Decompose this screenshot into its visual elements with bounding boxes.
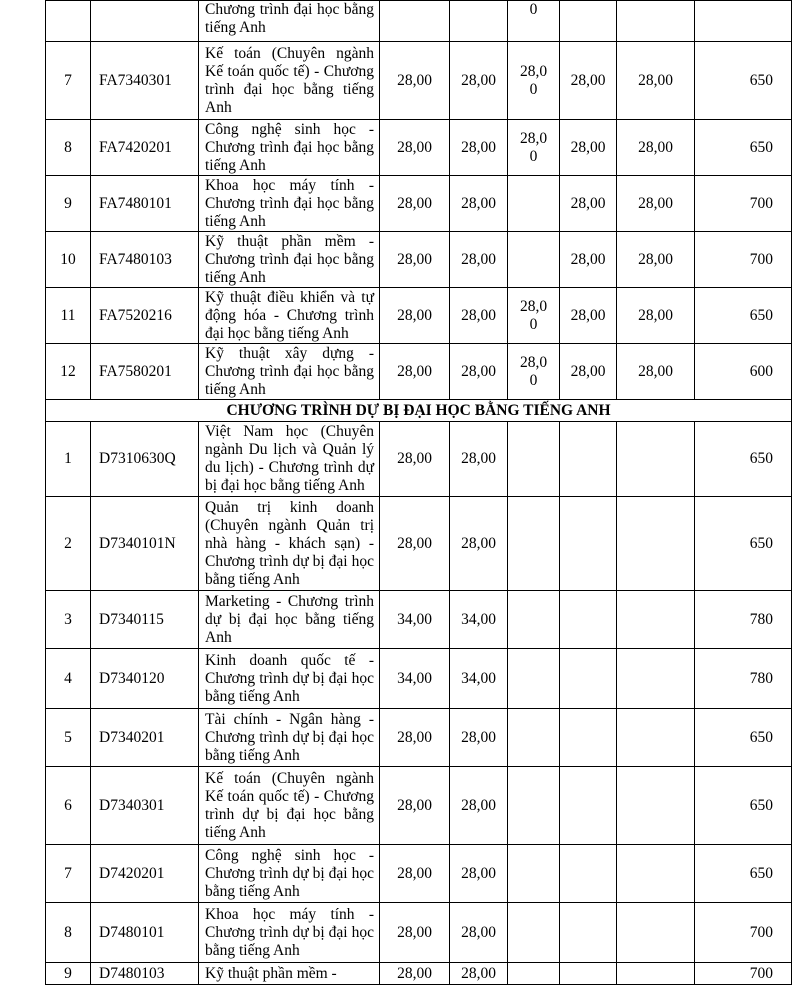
score-4	[560, 845, 617, 903]
score-6: 650	[695, 767, 792, 845]
table-row	[46, 120, 792, 176]
score-4	[560, 497, 617, 591]
row-number: 8	[46, 903, 91, 963]
score-3-line: 28,0	[519, 353, 548, 371]
table-body-preparatory-programs	[46, 422, 792, 985]
score-4: 28,00	[560, 288, 617, 344]
row-number: 7	[46, 42, 91, 120]
score-3	[508, 344, 560, 400]
score-6: 650	[695, 497, 792, 591]
program-name: Khoa học máy tính - Chương trình đại học bằng tiếng Anh	[199, 176, 380, 232]
score-4	[560, 1, 617, 42]
score-3	[508, 497, 560, 591]
score-4	[560, 963, 617, 985]
row-number: 3	[46, 591, 91, 649]
table-row	[46, 649, 792, 709]
score-1: 28,00	[380, 232, 450, 288]
score-3-line: 0	[529, 80, 538, 98]
score-3	[508, 232, 560, 288]
score-6: 700	[695, 176, 792, 232]
score-4	[560, 709, 617, 767]
score-2: 28,00	[450, 767, 508, 845]
score-1: 28,00	[380, 422, 450, 497]
score-6: 650	[695, 845, 792, 903]
admission-score-table	[45, 0, 792, 985]
score-6: 650	[695, 422, 792, 497]
score-5	[617, 767, 695, 845]
program-code: FA7480103	[91, 232, 199, 288]
score-1: 28,00	[380, 845, 450, 903]
score-3	[508, 709, 560, 767]
score-3-line: 0	[529, 147, 538, 165]
score-6: 650	[695, 709, 792, 767]
section-header-row	[46, 400, 792, 422]
row-number: 7	[46, 845, 91, 903]
score-1: 34,00	[380, 649, 450, 709]
score-3	[508, 903, 560, 963]
score-3	[508, 176, 560, 232]
score-3-line: 28,0	[519, 129, 548, 147]
program-code	[91, 1, 199, 42]
score-6: 780	[695, 591, 792, 649]
score-3-line: 28,0	[519, 297, 548, 315]
table-row	[46, 497, 792, 591]
score-6: 650	[695, 288, 792, 344]
table-row	[46, 963, 792, 985]
score-6	[695, 1, 792, 42]
program-name: Khoa học máy tính - Chương trình dự bị đại học bằng tiếng Anh	[199, 903, 380, 963]
score-4	[560, 649, 617, 709]
table-row	[46, 1, 792, 42]
score-6: 650	[695, 42, 792, 120]
row-number: 1	[46, 422, 91, 497]
score-4: 28,00	[560, 232, 617, 288]
score-5	[617, 903, 695, 963]
program-name: Kế toán (Chuyên ngành Kế toán quốc tế) - Chương trình dự bị đại học bằng tiếng Anh	[199, 767, 380, 845]
score-4: 28,00	[560, 344, 617, 400]
score-5	[617, 422, 695, 497]
score-4: 28,00	[560, 42, 617, 120]
score-4	[560, 422, 617, 497]
table-row	[46, 422, 792, 497]
program-name: Kỹ thuật phần mềm - Chương trình đại học bằng tiếng Anh	[199, 232, 380, 288]
score-6: 780	[695, 649, 792, 709]
score-2: 28,00	[450, 120, 508, 176]
score-5	[617, 709, 695, 767]
score-5	[617, 1, 695, 42]
row-number: 10	[46, 232, 91, 288]
score-1: 28,00	[380, 767, 450, 845]
table-row	[46, 709, 792, 767]
row-number: 9	[46, 176, 91, 232]
row-number: 12	[46, 344, 91, 400]
score-2: 28,00	[450, 903, 508, 963]
score-5	[617, 963, 695, 985]
score-4	[560, 591, 617, 649]
score-1	[380, 1, 450, 42]
score-1: 28,00	[380, 709, 450, 767]
score-5	[617, 845, 695, 903]
table-row	[46, 42, 792, 120]
row-number: 4	[46, 649, 91, 709]
program-name: Kỹ thuật xây dựng - Chương trình đại học bằng tiếng Anh	[199, 344, 380, 400]
row-number: 2	[46, 497, 91, 591]
score-3-line: 28,0	[519, 62, 548, 80]
score-3-line: 0	[529, 315, 538, 333]
score-3	[508, 845, 560, 903]
score-3	[508, 120, 560, 176]
table-row	[46, 176, 792, 232]
program-code: D7340120	[91, 649, 199, 709]
score-2: 28,00	[450, 232, 508, 288]
program-code: D7480101	[91, 903, 199, 963]
score-1: 28,00	[380, 903, 450, 963]
program-code: D7340301	[91, 767, 199, 845]
score-1: 28,00	[380, 497, 450, 591]
score-2: 28,00	[450, 176, 508, 232]
score-1: 28,00	[380, 344, 450, 400]
score-3	[508, 288, 560, 344]
score-3	[508, 767, 560, 845]
score-2: 34,00	[450, 649, 508, 709]
score-1: 28,00	[380, 176, 450, 232]
program-name: Chương trình đại học bằng tiếng Anh	[199, 1, 380, 42]
score-5: 28,00	[617, 42, 695, 120]
score-5: 28,00	[617, 288, 695, 344]
score-4	[560, 767, 617, 845]
score-3	[508, 591, 560, 649]
row-number	[46, 1, 91, 42]
program-name: Kỹ thuật điều khiển và tự động hóa - Chương trình đại học bằng tiếng Anh	[199, 288, 380, 344]
score-4: 28,00	[560, 120, 617, 176]
score-2: 34,00	[450, 591, 508, 649]
score-2: 28,00	[450, 422, 508, 497]
table-row	[46, 903, 792, 963]
score-2: 28,00	[450, 288, 508, 344]
score-1: 28,00	[380, 963, 450, 985]
score-5	[617, 591, 695, 649]
program-code: FA7340301	[91, 42, 199, 120]
table-row	[46, 591, 792, 649]
table-row	[46, 845, 792, 903]
score-5: 28,00	[617, 176, 695, 232]
table-body-english-programs	[46, 1, 792, 400]
score-5: 28,00	[617, 232, 695, 288]
program-name: Kỹ thuật phần mềm -	[199, 963, 380, 985]
score-3: 0	[508, 1, 560, 42]
program-name: Kinh doanh quốc tế - Chương trình dự bị đại học bằng tiếng Anh	[199, 649, 380, 709]
row-number: 6	[46, 767, 91, 845]
score-6: 700	[695, 232, 792, 288]
score-6: 700	[695, 903, 792, 963]
table-row	[46, 344, 792, 400]
program-code: D7340115	[91, 591, 199, 649]
score-5	[617, 497, 695, 591]
score-5: 28,00	[617, 120, 695, 176]
score-6: 650	[695, 120, 792, 176]
program-name: Quản trị kinh doanh (Chuyên ngành Quản trị nhà hàng - khách sạn) - Chương trình dự bị đại học bằng tiếng Anh	[199, 497, 380, 591]
score-3	[508, 422, 560, 497]
program-code: D7310630Q	[91, 422, 199, 497]
score-2: 28,00	[450, 344, 508, 400]
score-1: 28,00	[380, 288, 450, 344]
section-title: CHƯƠNG TRÌNH DỰ BỊ ĐẠI HỌC BẰNG TIẾNG ANH	[46, 400, 792, 422]
program-name: Việt Nam học (Chuyên ngành Du lịch và Quản lý du lịch) - Chương trình dự bị đại học bằng tiếng Anh	[199, 422, 380, 497]
program-code: D7480103	[91, 963, 199, 985]
program-code: FA7480101	[91, 176, 199, 232]
program-name: Marketing - Chương trình dự bị đại học bằng tiếng Anh	[199, 591, 380, 649]
score-4	[560, 903, 617, 963]
program-code: D7340101N	[91, 497, 199, 591]
program-name: Công nghệ sinh học - Chương trình dự bị đại học bằng tiếng Anh	[199, 845, 380, 903]
score-5: 28,00	[617, 344, 695, 400]
program-name: Công nghệ sinh học - Chương trình đại học bằng tiếng Anh	[199, 120, 380, 176]
score-2: 28,00	[450, 845, 508, 903]
program-code: FA7520216	[91, 288, 199, 344]
score-1: 28,00	[380, 42, 450, 120]
score-3	[508, 963, 560, 985]
program-code: D7420201	[91, 845, 199, 903]
score-6: 700	[695, 963, 792, 985]
program-name: Kế toán (Chuyên ngành Kế toán quốc tế) - Chương trình đại học bằng tiếng Anh	[199, 42, 380, 120]
row-number: 5	[46, 709, 91, 767]
table-row	[46, 288, 792, 344]
score-6: 600	[695, 344, 792, 400]
table-row	[46, 767, 792, 845]
score-3	[508, 649, 560, 709]
program-code: D7340201	[91, 709, 199, 767]
score-2: 28,00	[450, 42, 508, 120]
row-number: 11	[46, 288, 91, 344]
score-1: 28,00	[380, 120, 450, 176]
program-code: FA7580201	[91, 344, 199, 400]
score-2: 28,00	[450, 963, 508, 985]
program-code: FA7420201	[91, 120, 199, 176]
score-3-line: 0	[529, 371, 538, 389]
score-4: 28,00	[560, 176, 617, 232]
score-3	[508, 42, 560, 120]
row-number: 8	[46, 120, 91, 176]
program-name: Tài chính - Ngân hàng - Chương trình dự bị đại học bằng tiếng Anh	[199, 709, 380, 767]
score-2: 28,00	[450, 709, 508, 767]
score-1: 34,00	[380, 591, 450, 649]
score-2	[450, 1, 508, 42]
score-2: 28,00	[450, 497, 508, 591]
score-5	[617, 649, 695, 709]
row-number: 9	[46, 963, 91, 985]
table-row	[46, 232, 792, 288]
